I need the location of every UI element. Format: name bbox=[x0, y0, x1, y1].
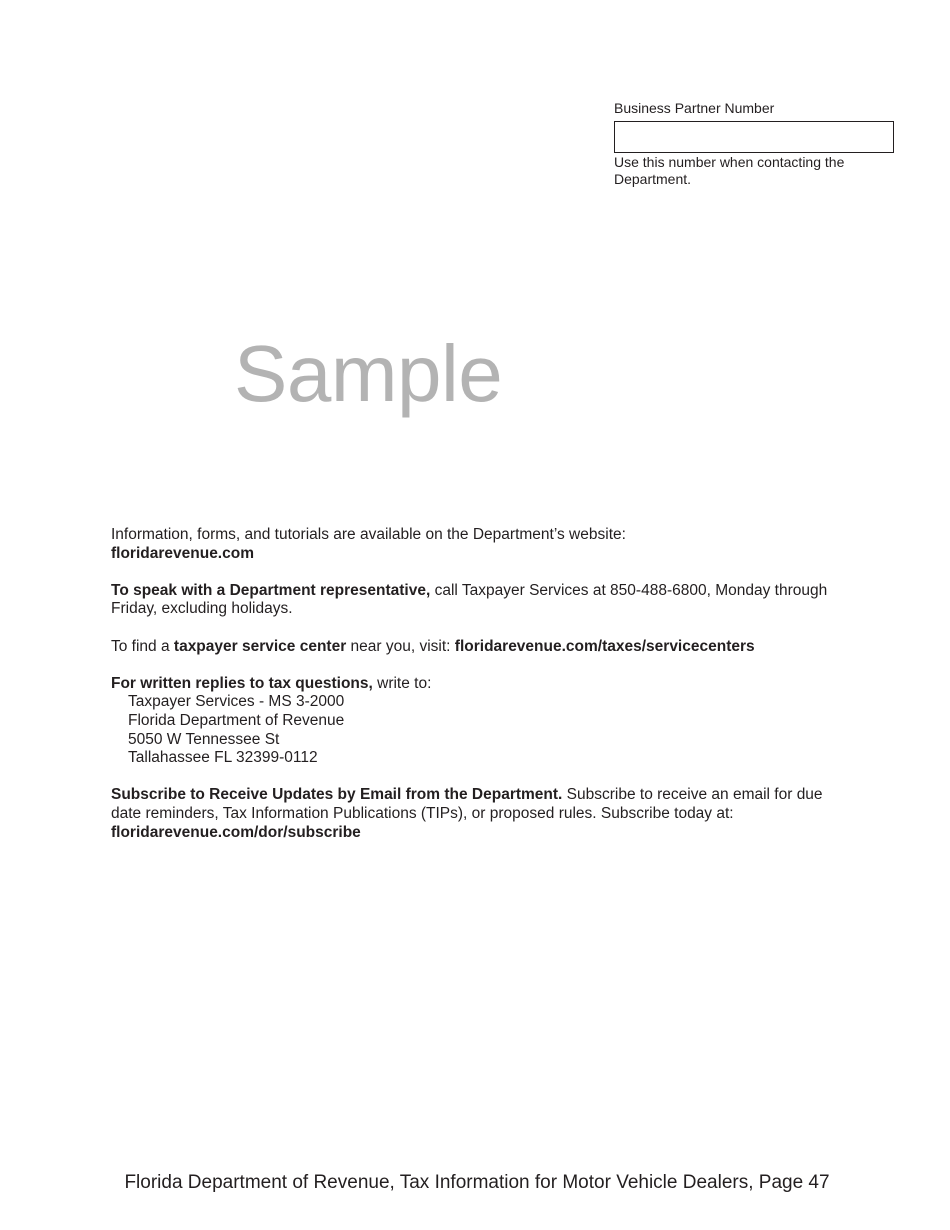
subscribe-heading: Subscribe to Receive Updates by Email from the Department. bbox=[111, 786, 563, 804]
address-line: Taxpayer Services - MS 3-2000 bbox=[128, 693, 345, 711]
written-heading: For written replies to tax questions, bbox=[111, 674, 373, 692]
service-center-middle: near you, visit: bbox=[346, 637, 455, 655]
service-center-bold: taxpayer service center bbox=[173, 637, 347, 655]
speak-paragraph bbox=[111, 582, 851, 619]
address-line: 5050 W Tennessee St bbox=[128, 730, 280, 748]
subscribe-paragraph bbox=[111, 786, 851, 842]
subscribe-text: Subscribe to receive an email for due date reminders, Tax Information Publications (TIPs), or proposed rules. Subscribe today at: bbox=[111, 786, 823, 822]
written-paragraph bbox=[111, 675, 851, 768]
website-paragraph bbox=[111, 526, 851, 563]
service-center-paragraph bbox=[111, 638, 851, 657]
sample-watermark: Sample bbox=[234, 329, 503, 418]
address-line: Florida Department of Revenue bbox=[128, 711, 345, 729]
speak-text: call Taxpayer Services at 850-488-6800, Monday through Friday, excluding holidays. bbox=[111, 581, 828, 618]
business-partner-note: Use this number when contacting the Department. bbox=[614, 154, 845, 187]
business-partner-label: Business Partner Number bbox=[614, 100, 775, 116]
written-text: write to: bbox=[372, 674, 432, 692]
business-partner-section bbox=[614, 99, 894, 188]
website-text: Information, forms, and tutorials are available on the Department’s website: bbox=[111, 526, 626, 543]
business-partner-number-field[interactable] bbox=[614, 121, 894, 153]
address-line: Tallahassee FL 32399-0112 bbox=[128, 749, 318, 767]
page-footer: Florida Department of Revenue, Tax Information for Motor Vehicle Dealers, Page 47 bbox=[124, 1172, 830, 1193]
website-link[interactable]: floridarevenue.com bbox=[111, 544, 254, 562]
subscribe-link[interactable]: floridarevenue.com/dor/subscribe bbox=[111, 823, 361, 841]
service-center-link[interactable]: floridarevenue.com/taxes/servicecenters bbox=[454, 637, 755, 655]
contact-information bbox=[111, 526, 851, 861]
speak-heading: To speak with a Department representative, bbox=[111, 581, 431, 599]
service-center-prefix: To find a bbox=[111, 637, 174, 655]
